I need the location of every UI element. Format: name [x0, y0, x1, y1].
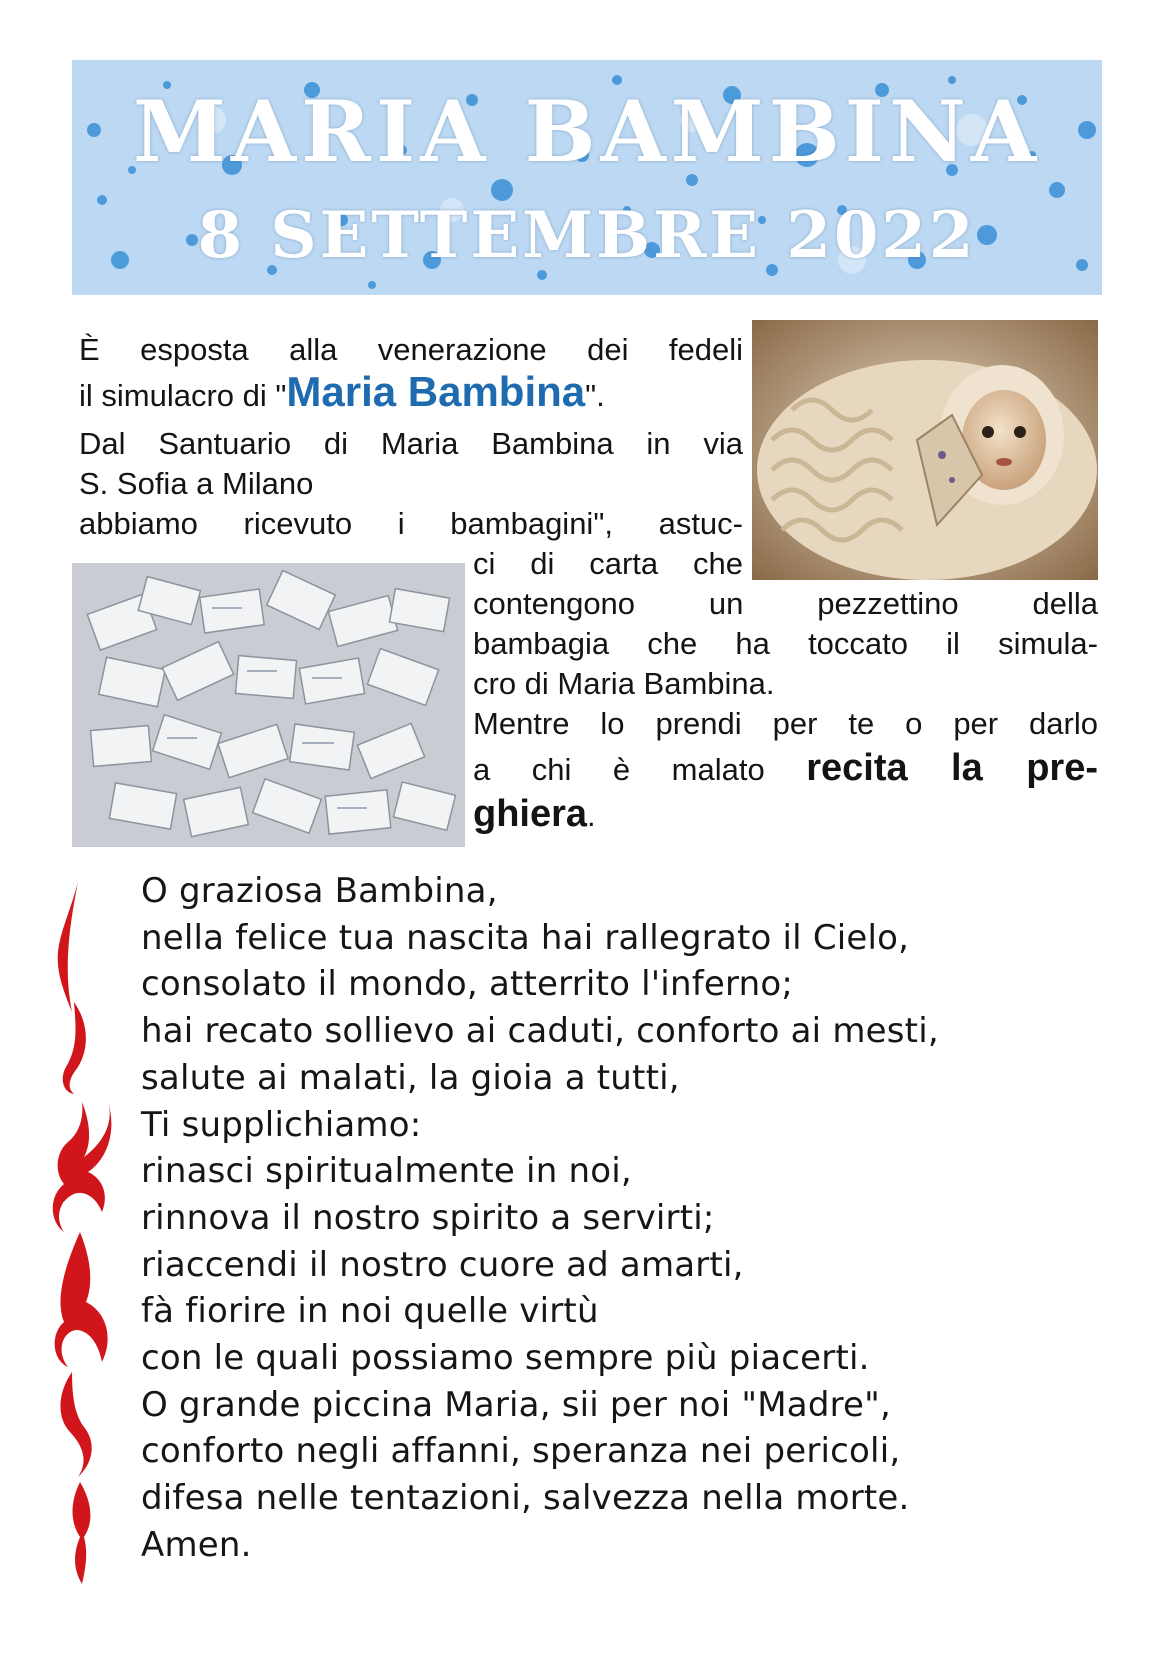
- recita-la-preghiera: recita la pre-: [806, 747, 1098, 789]
- intro-text-segment: il simulacro di ": [79, 378, 287, 413]
- prayer-line: O grande piccina Maria, sii per noi "Madre",: [141, 1384, 892, 1425]
- prayer-line: difesa nelle tentazioni, salvezza nella morte.: [141, 1478, 910, 1519]
- intro-text-segment: a chi è malato: [473, 752, 807, 787]
- prayer-text: [141, 868, 1141, 1569]
- intro-line: ci di carta che: [473, 546, 743, 581]
- prayer-line: conforto negli affanni, speranza nei pericoli,: [141, 1431, 901, 1472]
- intro-text-segment: .: [587, 798, 596, 833]
- bambagini-photo: [72, 563, 465, 847]
- prayer-line: salute ai malati, la gioia a tutti,: [141, 1057, 680, 1098]
- intro-line: Dal Santuario di Maria Bambina in via: [79, 426, 743, 461]
- prayer-line: rinnova il nostro spirito a servirti;: [141, 1197, 715, 1238]
- bambagini-image: [72, 563, 465, 847]
- intro-line: Mentre lo prendi per te o per darlo: [473, 706, 1098, 741]
- prayer-line: hai recato sollievo ai caduti, conforto ai mesti,: [141, 1011, 939, 1052]
- prayer-line: con le quali possiamo sempre più piacerti.: [141, 1338, 870, 1379]
- prayer-line: Ti supplichiamo:: [141, 1104, 422, 1145]
- page-title: MARIA BAMBINA: [132, 82, 1042, 181]
- header-banner: [72, 60, 1102, 295]
- intro-line: abbiamo ricevuto i bambagini", astuc-: [79, 506, 743, 541]
- prayer-line: consolato il mondo, atterrito l'inferno;: [141, 964, 793, 1005]
- maria-bambina-highlight: Maria Bambina: [286, 368, 586, 415]
- intro-line: [473, 792, 1098, 838]
- prayer-line: Amen.: [141, 1524, 252, 1565]
- intro-line: contengono un pezzettino della: [473, 586, 1098, 621]
- intro-line: bambagia che ha toccato il simula-: [473, 626, 1098, 661]
- intro-line: [473, 746, 1098, 792]
- intro-text-segment: ".: [585, 378, 605, 413]
- preghiera-bold: ghiera: [473, 793, 588, 835]
- prayer-line: O graziosa Bambina,: [141, 871, 498, 911]
- intro-line: È esposta alla venerazione dei fedeli: [79, 332, 743, 367]
- intro-line: [79, 370, 743, 418]
- red-scroll-ornament-icon: [44, 872, 124, 1592]
- prayer-line: fà fiorire in noi quelle virtù: [141, 1291, 599, 1332]
- intro-line: cro di Maria Bambina.: [473, 666, 775, 701]
- simulacrum-photo: [752, 320, 1098, 580]
- prayer-line: riaccendi il nostro cuore ad amarti,: [141, 1244, 744, 1285]
- prayer-line: rinasci spiritualmente in noi,: [141, 1151, 632, 1192]
- simulacrum-image: [752, 320, 1098, 580]
- intro-line: S. Sofia a Milano: [79, 466, 314, 501]
- prayer-line: nella felice tua nascita hai rallegrato il Cielo,: [141, 917, 910, 958]
- event-date: 8 SETTEMBRE 2022: [197, 198, 977, 273]
